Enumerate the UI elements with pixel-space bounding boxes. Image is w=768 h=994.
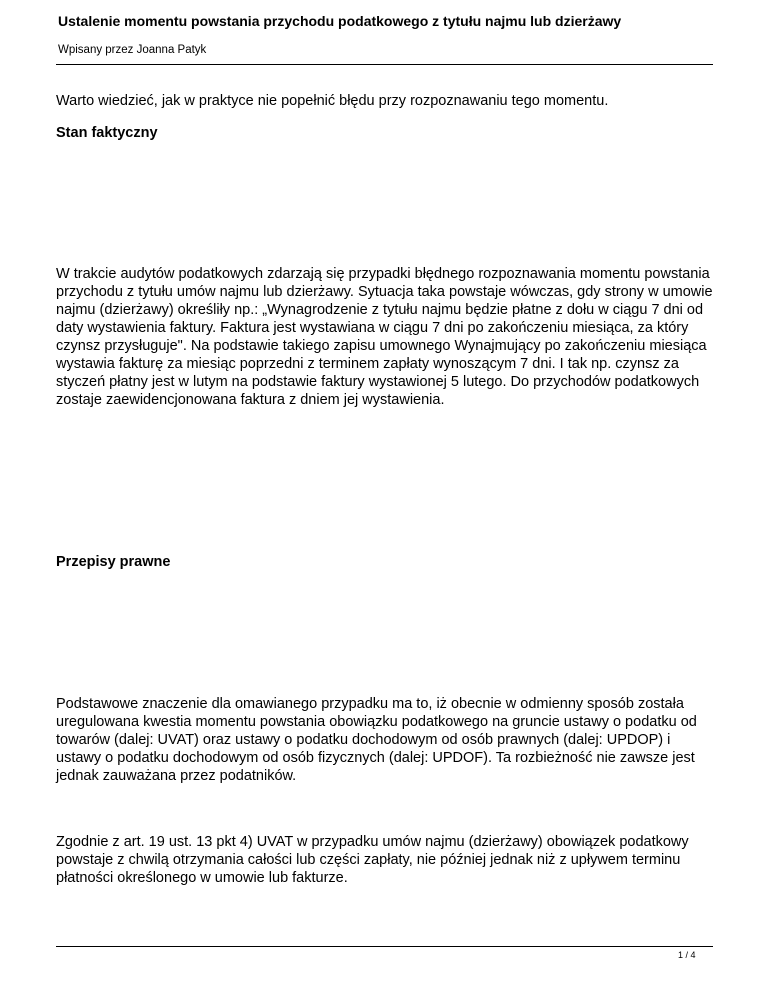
facts-paragraph: W trakcie audytów podatkowych zdarzają się przypadki błędnego rozpoznawania momentu powstania przychodu z tytułu umów najmu lub dzierżawy. Sytuacja taka powstaje wówczas, gdy strony w umowie najmu (dzierżawy) określiły np.: „Wynagrodzenie z tytułu najmu będzie płatne z dołu w ciągu 7 dni od daty wystawienia faktury. Faktura jest wystawiana w ciągu 7 dni po zakończeniu miesiąca, za który czynsz przysługuje". Na podstawie takiego zapisu umownego Wynajmujący po zakończeniu miesiąca wystawia fakturę za miesiąc poprzedni z terminem zapłaty wynoszącym 7 dni. I tak np. czynsz za styczeń płatny jest w lutym na podstawie faktury wystawionej 5 lutego. Do przychodów podatkowych zostaje zaewidencjonowana faktura z dniem jej wystawienia.	[56, 266, 713, 408]
page-number: 1 / 4	[678, 950, 696, 960]
law-paragraph-2: Zgodnie z art. 19 ust. 13 pkt 4) UVAT w przypadku umów najmu (dzierżawy) obowiązek podatkowy powstaje z chwilą otrzymania całości lub części zapłaty, nie później jednak niż z upływem terminu płatności określonego w umowie lub fakturze.	[56, 834, 689, 886]
intro-paragraph: Warto wiedzieć, jak w praktyce nie popełnić błędu przy rozpoznawaniu tego momentu.	[56, 93, 609, 109]
law-paragraph-1: Podstawowe znaczenie dla omawianego przypadku ma to, iż obecnie w odmienny sposób została uregulowana kwestia momentu powstania obowiązku podatkowego na gruncie ustawy o podatku od towarów (dalej: UVAT) oraz ustawy o podatku dochodowym od osób prawnych (dalej: UPDOP) i ustawy o podatku dochodowym od osób fizycznych (dalej: UPDOF). Ta rozbieżność nie zawsze jest jednak zauważana przez podatników.	[56, 696, 697, 784]
footer-divider	[56, 946, 713, 947]
section-heading-facts: Stan faktyczny	[56, 125, 158, 141]
author-line: Wpisany przez Joanna Patyk	[58, 44, 207, 56]
document-title: Ustalenie momentu powstania przychodu podatkowego z tytułu najmu lub dzierżawy	[58, 13, 622, 29]
section-heading-law: Przepisy prawne	[56, 554, 171, 570]
header-divider	[56, 64, 713, 65]
